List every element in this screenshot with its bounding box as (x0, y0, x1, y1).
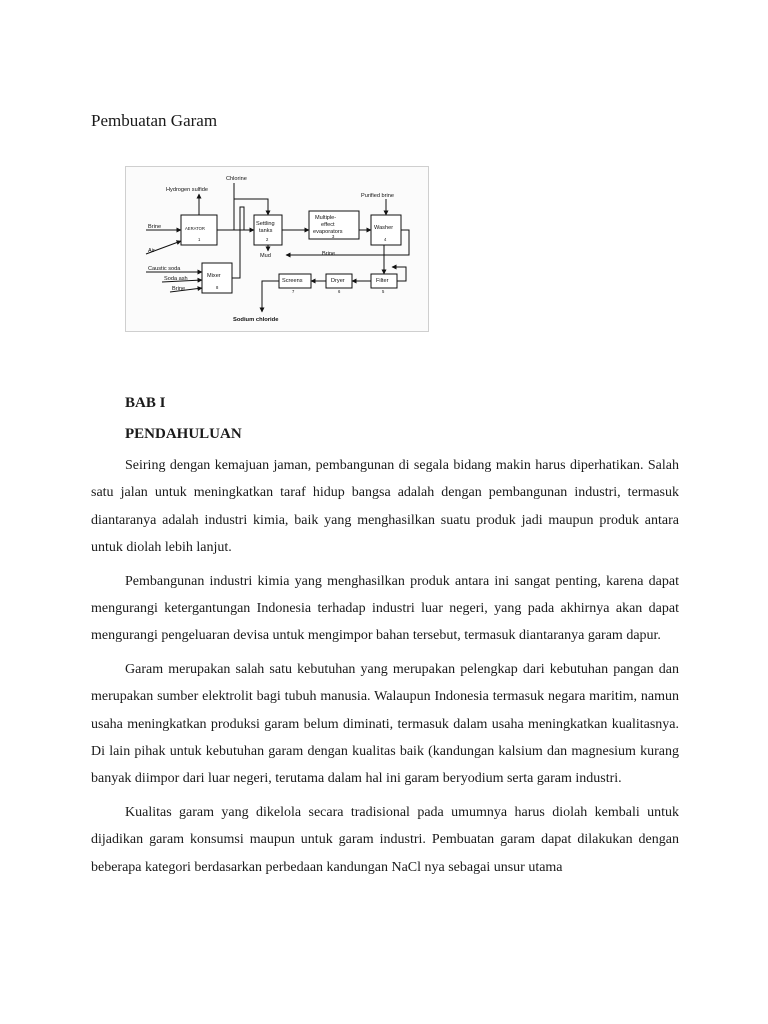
mixer-label: Mixer (207, 273, 221, 279)
soda-ash-label: Soda ash (164, 276, 188, 282)
brine-mid-label: Brine (322, 251, 336, 257)
body-text (91, 452, 679, 887)
evaporators-number: 3 (332, 234, 335, 239)
washer-number: 4 (384, 237, 387, 242)
multiple-label: Multiple- (315, 215, 337, 221)
brine-in-label: Brine (148, 224, 162, 230)
purified-brine-label: Purified brine (361, 193, 394, 199)
effect-label: effect (321, 222, 335, 228)
paragraph-4: Kualitas garam yang dikelola secara tradisional pada umumnya harus diolah kembali untuk dijadikan garam konsumsi maupun untuk garam industri. Pembuatan garam dapat dilakukan dengan beberapa kategori berdasarkan perbedaan kandungan NaCl nya sebagai unsur utama (91, 804, 679, 875)
paragraph-1: Seiring dengan kemajuan jaman, pembangunan di segala bidang makin harus diperhatikan. Salah satu jalan untuk meningkatkan taraf hidup bangsa adalah dengan pembangunan industri, termasuk diantaranya adalah industri kimia, baik yang menghasilkan suatu produk jadi maupun produk antara untuk diolah lebih lanjut. (91, 458, 679, 556)
mixer-number: 8 (216, 285, 219, 290)
washer-label: Washer (374, 225, 394, 231)
paragraph-2: Pembangunan industri kimia yang menghasilkan produk antara ini sangat penting, karena dapat mengurangi ketergantungan Indonesia terhadap industri luar negeri, yang pada akhirnya akan dapat mengurangi pengeluaran devisa untuk mengimpor bahan tersebut, termasuk diantaranya garam dapur. (91, 573, 679, 644)
aerator-label: AERATOR (185, 226, 205, 231)
chapter-title: PENDAHULUAN (125, 426, 242, 442)
brine-low-label: Brine (172, 286, 186, 292)
sodium-chloride-label: Sodium chloride (233, 317, 279, 323)
chapter-number: BAB I (125, 395, 166, 411)
hydrogen-sulfide-label: Hydrogen sulfide (166, 187, 208, 193)
settling-number: 2 (266, 237, 269, 242)
paragraph-3: Garam merupakan salah satu kebutuhan yang merupakan pelengkap dari kebutuhan pangan dan merupakan sumber elektrolit bagi tubuh manusia. Walaupun Indonesia termasuk negara maritim, namun usaha meningkatkan produksi garam belum diminati, termasuk dalam usaha meningkatkan kualitasnya. Di lain pihak untuk kebutuhan garam dengan kualitas baik (kandungan kalsium dan magnesium kurang banyak diimpor dari luar negeri, terutama dalam hal ini garam beryodium serta garam industri. (91, 661, 679, 787)
filter-number: 5 (382, 289, 385, 294)
caustic-soda-label: Caustic soda (148, 266, 181, 272)
dryer-number: 6 (338, 289, 341, 294)
air-label: Air (148, 248, 155, 254)
process-flow-diagram (125, 166, 429, 332)
chlorine-label: Chlorine (226, 176, 247, 182)
mud-label: Mud (260, 253, 271, 259)
tanks-label: tanks (259, 228, 273, 234)
settling-label: Settling (256, 221, 275, 227)
screens-number: 7 (292, 289, 295, 294)
dryer-label: Dryer (331, 278, 345, 284)
document-title: Pembuatan Garam (91, 111, 218, 130)
evaporators-label: evaporators (313, 229, 343, 235)
filter-label: Filter (376, 278, 389, 284)
flow-diagram-svg (126, 167, 428, 331)
aerator-number: 1 (198, 237, 201, 242)
screens-label: Screens (282, 278, 303, 284)
